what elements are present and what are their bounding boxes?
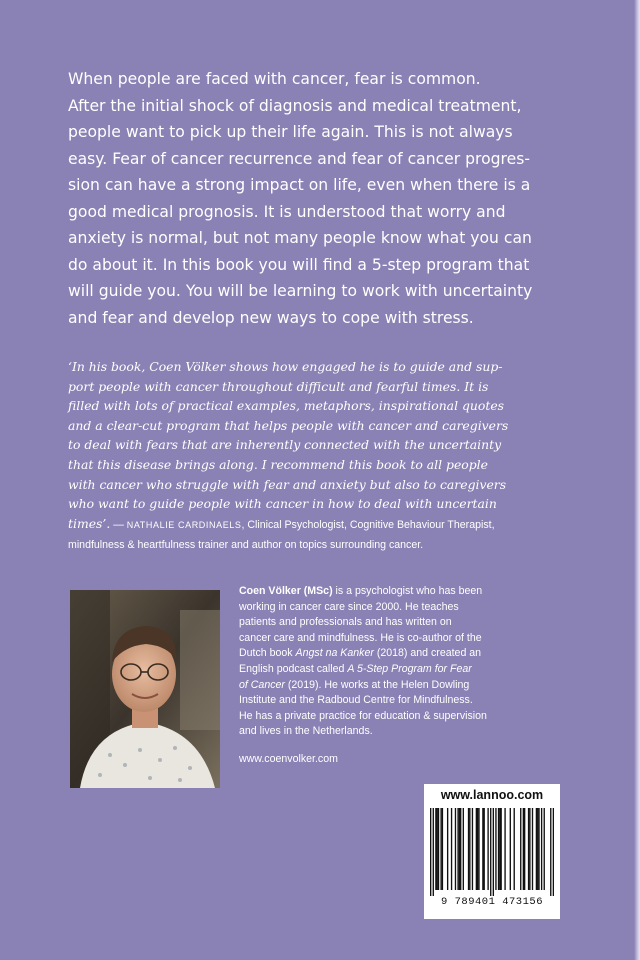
barcode-bar — [510, 808, 511, 890]
blurb-line: good medical prognosis. It is understood that worry and — [68, 202, 506, 221]
bio-line — [239, 678, 559, 694]
barcode-bar — [478, 808, 479, 890]
endorser-role-2: mindfulness & heartfulness trainer and author on topics surrounding cancer. — [68, 538, 424, 551]
barcode-bar — [520, 808, 521, 890]
bio-text: and lives in the Netherlands. — [239, 725, 373, 738]
bio-line — [239, 646, 559, 662]
barcode-bar — [477, 808, 478, 890]
bio-text: (2018) and created an — [373, 647, 482, 660]
barcode-bar — [442, 808, 443, 890]
barcode-bar — [447, 808, 448, 890]
bio-text: Institute and the Radboud Centre for Mindfulness. — [239, 694, 473, 707]
quote-line: port people with cancer throughout difficult and fearful times. It is — [68, 378, 489, 394]
quote-line: to deal with fears that are inherently connected with the uncertainty — [68, 437, 502, 453]
barcode-bar — [484, 808, 485, 890]
barcode-bar — [500, 808, 501, 890]
bio-line — [239, 631, 559, 647]
barcode-bar — [469, 808, 470, 890]
blurb-line: sion can have a strong impact on life, even when there is a — [68, 176, 531, 194]
barcode-bar — [455, 808, 456, 890]
bio-line — [239, 693, 559, 709]
bio-text: Dutch book — [239, 647, 296, 660]
barcode-bar — [541, 808, 542, 890]
bio-line — [239, 600, 559, 616]
publisher-url[interactable]: www.lannoo.com — [440, 788, 544, 802]
barcode-bar — [430, 808, 431, 896]
barcode-bar — [459, 808, 460, 890]
quote-last-line: times’. — [68, 516, 111, 531]
blurb-line: When people are faced with cancer, fear is common. — [68, 70, 481, 88]
quote-line: who want to guide people with cancer in how to deal with uncertain — [68, 496, 497, 512]
barcode-bar — [532, 808, 533, 890]
barcode-bar — [468, 808, 469, 890]
barcode-bar — [523, 808, 524, 890]
bio-line — [239, 615, 559, 631]
barcode-bar — [438, 808, 439, 890]
endorsement-attribution — [68, 514, 588, 555]
author-name: Coen Völker (MSc) — [239, 585, 333, 597]
barcode-bar — [460, 808, 461, 890]
quote-line: filled with lots of practical examples, metaphors, inspirational quotes — [68, 398, 505, 414]
blurb-line: and fear and develop new ways to cope with stress. — [68, 308, 474, 327]
bio-text: English podcast called — [239, 662, 348, 675]
quote-line: that this disease brings along. I recommend this book to all people — [68, 456, 488, 472]
barcode-bar — [472, 808, 473, 890]
bio-text: cancer care and mindfulness. He is co-author of the — [239, 631, 482, 644]
barcode-bar — [437, 808, 438, 890]
barcode-bar — [440, 808, 441, 890]
author-photo — [70, 590, 220, 788]
bio-text: He has a private practice for education & supervision — [239, 709, 487, 722]
barcode-bar — [490, 808, 491, 896]
bio-line — [239, 584, 559, 600]
bio-text: (2019). He works at the Helen Dowling — [284, 678, 470, 691]
bio-text: patients and professionals and has written on — [239, 616, 452, 629]
barcode-bar — [528, 808, 529, 890]
book-title: of Cancer — [239, 678, 285, 691]
barcode-panel — [424, 784, 560, 919]
barcode-bar — [463, 808, 464, 890]
page-edge — [634, 0, 640, 960]
author-bio — [239, 584, 559, 740]
barcode-bar — [514, 808, 515, 890]
barcode-bar — [433, 808, 434, 896]
barcode-bar — [536, 808, 537, 890]
blurb-line: anxiety is normal, but not many people know what you can — [68, 229, 532, 247]
endorsement-quote — [68, 357, 573, 514]
quote-line: with cancer who struggle with fear and anxiety but also to caregivers — [68, 476, 507, 492]
author-website[interactable]: www.coenvolker.com — [239, 753, 338, 765]
isbn-barcode — [430, 808, 554, 896]
barcode-bar — [482, 808, 483, 890]
author-portrait-illustration — [70, 590, 220, 788]
blurb-line: will guide you. You will be learning to work with uncertainty — [68, 282, 533, 300]
barcode-bar — [537, 808, 538, 890]
barcode-bar — [487, 808, 488, 890]
book-title: Angst na Kanker — [295, 647, 374, 660]
barcode-bar — [499, 808, 500, 890]
book-blurb — [68, 66, 568, 331]
barcode-bar — [529, 808, 530, 890]
barcode-bar — [495, 808, 496, 890]
endorser-name: NATHALIE CARDINAELS — [126, 520, 242, 530]
blurb-line: people want to pick up their life again. This is not always — [68, 123, 513, 141]
quote-line: ‘In his book, Coen Völker shows how engaged he is to guide and sup- — [68, 359, 503, 374]
bio-line — [239, 724, 559, 740]
attribution-dash: — — [110, 519, 127, 531]
barcode-bar — [538, 808, 539, 890]
bio-text: is a psychologist who has been — [332, 585, 483, 597]
barcode-bar — [553, 808, 554, 896]
barcode-bar — [504, 808, 505, 890]
barcode-bar — [493, 808, 494, 896]
barcode-bar — [476, 808, 477, 890]
barcode-bar — [498, 808, 499, 890]
bio-line — [239, 662, 559, 678]
quote-line: and a clear-cut program that helps people with cancer and caregivers — [68, 417, 509, 433]
bio-line — [239, 709, 559, 725]
bio-text: working in cancer care since 2000. He teaches — [239, 600, 459, 613]
barcode-bar — [544, 808, 545, 890]
barcode-bar — [524, 808, 525, 890]
blurb-line: do about it. In this book you will find a 5-step program that — [68, 255, 530, 274]
isbn-digits: 9 789401 473156 — [440, 896, 543, 908]
blurb-line: After the initial shock of diagnosis and medical treatment, — [68, 96, 522, 115]
endorser-role-1: , Clinical Psychologist, Cognitive Behaviour Therapist, — [241, 519, 495, 531]
book-title: A 5-Step Program for Fear — [347, 662, 472, 675]
attribution-line-1 — [68, 514, 588, 536]
blurb-line: easy. Fear of cancer recurrence and fear of cancer progres- — [68, 149, 530, 168]
barcode-bar — [451, 808, 452, 890]
barcode-bar — [550, 808, 551, 896]
barcode-bar — [435, 808, 436, 890]
barcode-bar — [457, 808, 458, 890]
